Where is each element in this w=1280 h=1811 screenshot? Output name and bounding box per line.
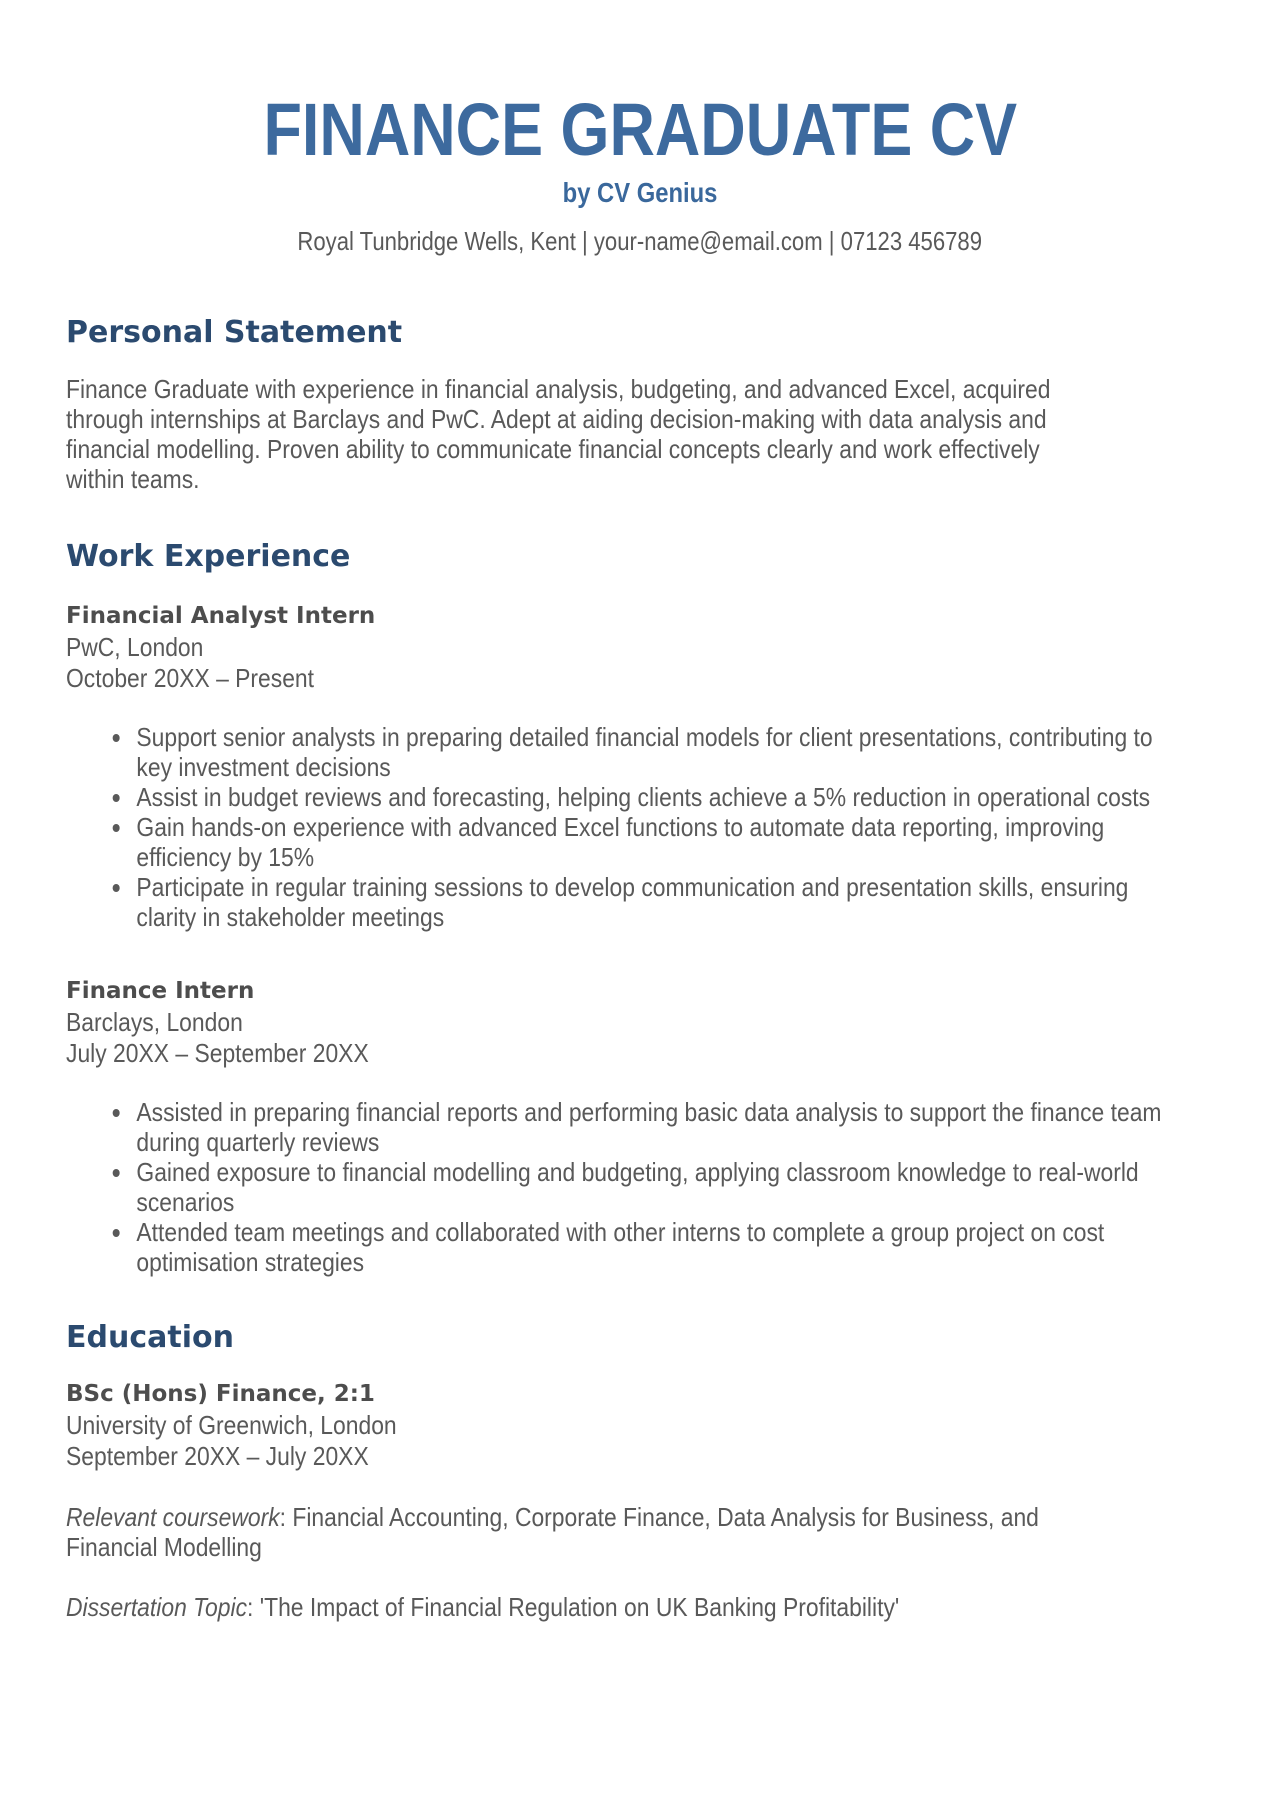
job-bullet-list	[66, 1097, 1171, 1277]
job-dates: July 20XX – September 20XX	[66, 1037, 369, 1068]
job-entry-pwc	[66, 601, 1214, 932]
job-title: Finance Intern	[66, 977, 255, 1004]
bullet-item: • Gain hands-on experience with advanced Excel functions to automate data reporting, improving efficiency by 15%	[133, 812, 1171, 872]
coursework-text: : Financial Accounting, Corporate Finance, Data Analysis for Business, and Financial Modelling	[66, 1502, 1039, 1563]
contact-line	[66, 227, 1214, 256]
section-work-experience	[66, 540, 1214, 1277]
education-entry	[66, 1379, 1214, 1472]
job-bullet-list	[66, 722, 1171, 932]
contact-line-text: Royal Tunbridge Wells, Kent | your-name@email.com | 07123 456789	[297, 226, 983, 256]
dissertation-label: Dissertation Topic	[66, 1592, 248, 1623]
bullet-item: • Attended team meetings and collaborated with other interns to complete a group project on cost optimisation strategies	[133, 1217, 1171, 1277]
job-entry-barclays	[66, 976, 1214, 1277]
job-title: Financial Analyst Intern	[66, 602, 376, 629]
bullet-item: • Support senior analysts in preparing detailed financial models for client presentations, contributing to key investment decisions	[133, 722, 1171, 782]
document-subtitle-text: by CV Genius	[562, 177, 718, 208]
document-title-text: FINANCE GRADUATE CV	[263, 88, 1017, 171]
heading-personal-statement: Personal Statement	[66, 314, 403, 350]
bullet-item: • Assist in budget reviews and forecasting, helping clients achieve a 5% reduction in operational costs	[133, 782, 1171, 812]
dissertation-text: : 'The Impact of Financial Regulation on UK Banking Profitability'	[247, 1592, 900, 1623]
job-company: PwC, London	[66, 631, 204, 662]
job-company: Barclays, London	[66, 1006, 243, 1037]
bullet-item: • Gained exposure to financial modelling and budgeting, applying classroom knowledge to real-world scenarios	[133, 1157, 1171, 1217]
bullet-item: • Participate in regular training sessions to develop communication and presentation skills, ensuring clarity in stakeholder meetings	[133, 872, 1171, 932]
document-subtitle	[66, 179, 1214, 207]
coursework-line	[66, 1502, 1104, 1562]
document-title	[66, 0, 1214, 171]
cv-header	[66, 0, 1214, 256]
bullet-item: • Assisted in preparing financial reports and performing basic data analysis to support the finance team during quarterly reviews	[133, 1097, 1171, 1157]
section-personal-statement	[66, 316, 1214, 495]
heading-education: Education	[66, 1319, 234, 1355]
education-dates: September 20XX – July 20XX	[66, 1441, 369, 1472]
section-education	[66, 1321, 1214, 1623]
education-degree: BSc (Hons) Finance, 2:1	[66, 1381, 375, 1408]
dissertation-line	[66, 1592, 1104, 1622]
job-dates: October 20XX – Present	[66, 662, 315, 693]
heading-work-experience: Work Experience	[66, 539, 351, 575]
education-school: University of Greenwich, London	[66, 1410, 397, 1441]
personal-statement-text: Finance Graduate with experience in financial analysis, budgeting, and advanced Excel, acquired through internships at Barclays and PwC. Adept at aiding decision-making with data analysis and financial modelling. Proven ability to communicate financial concepts clearly and work effectively within teams.	[66, 374, 1051, 495]
coursework-label: Relevant coursework	[66, 1502, 280, 1533]
